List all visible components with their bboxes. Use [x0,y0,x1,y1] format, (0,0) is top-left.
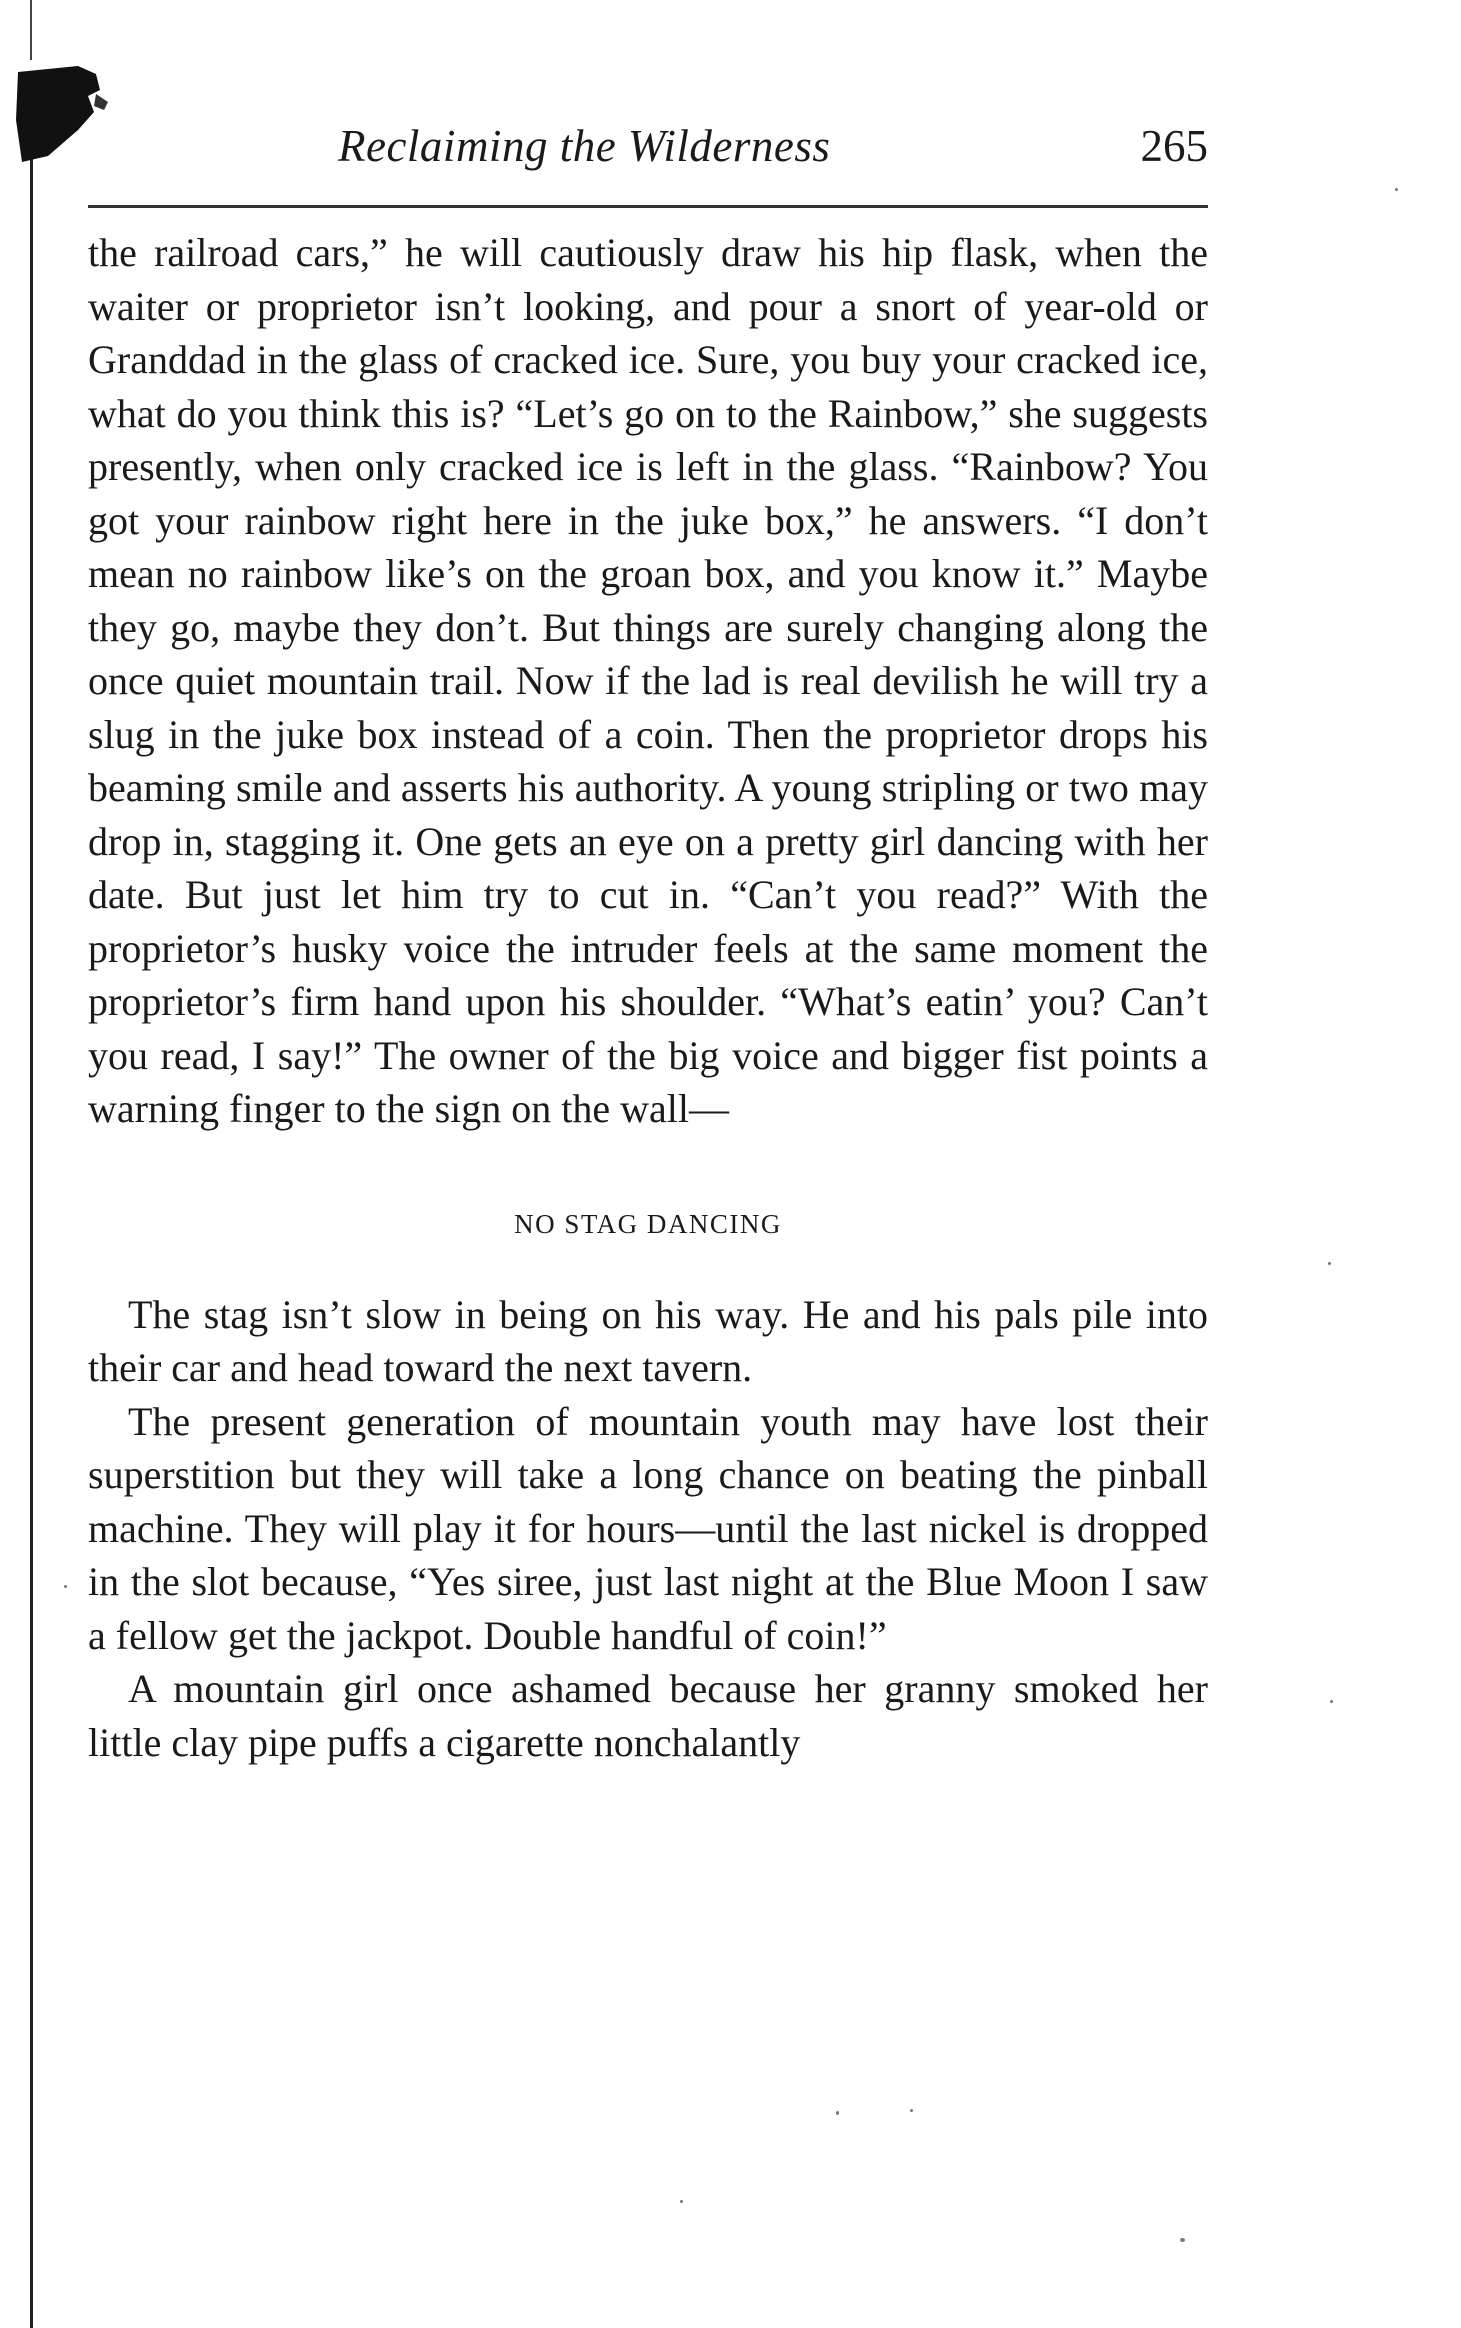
header-rule [88,205,1208,208]
paper-speck [64,1585,67,1588]
page-number: 265 [1140,121,1208,171]
running-title: Reclaiming the Wilderness [338,121,831,171]
running-head [88,120,1208,190]
paper-speck [680,2200,683,2203]
paragraph: A mountain girl once ashamed because her granny smoked her little clay pipe puffs a cigarette nonchalantly [88,1666,1208,1765]
paragraph: The present generation of mountain youth may have lost their superstition but they will take a long chance on beating the pinball machine. They will play it for hours—until the last nickel is dropped in the slot because, “Yes siree, just last night at the Blue Moon I saw a fellow get the jackpot. Double handful of coin!” [88,1398,1208,1658]
paper-speck [1330,1700,1333,1703]
binding-edge-rule [30,90,33,2328]
sign-text: NO STAG DANCING [514,1208,782,1239]
paper-speck [910,2109,913,2112]
paper-speck [836,2111,839,2115]
body-text [88,226,1208,1769]
paper-speck [1395,188,1398,191]
paragraph-continued: the railroad cars,” he will cautiously draw his hip flask, when the waiter or proprietor isn’t looking, and pour a snort of year-old or Granddad in the glass of cracked ice. Sure, you buy your cracked ice, what do you think this is? “Let’s go on to the Rainbow,” she suggests presently, when only cracked ice is left in the glass. “Rainbow? You got your rainbow right here in the juke box,” he answers. “I don’t mean no rainbow like’s on the groan box, and you know it.” Maybe they go, maybe they don’t. But things are surely changing along the once quiet mountain trail. Now if the lad is real devilish he will try a slug in the juke box instead of a coin. Then the proprietor drops his beaming smile and asserts his authority. A young stripling or two may drop in, stagging it. One gets an eye on a pretty girl dancing with her date. But just let him try to cut in. “Can’t you read?” With the proprietor’s husky voice the intruder feels at the same moment the proprietor’s firm hand upon his shoulder. “What’s eatin’ you? Can’t you read, I say!” The owner of the big voice and bigger fist points a warning finger to the sign on the wall— [88,230,1208,1131]
paper-speck [1180,2238,1185,2242]
paper-speck [1328,1262,1331,1265]
binding-edge-top [30,0,32,60]
paragraph: The stag isn’t slow in being on his way. He and his pals pile into their car and head toward the next tavern. [88,1291,1208,1390]
